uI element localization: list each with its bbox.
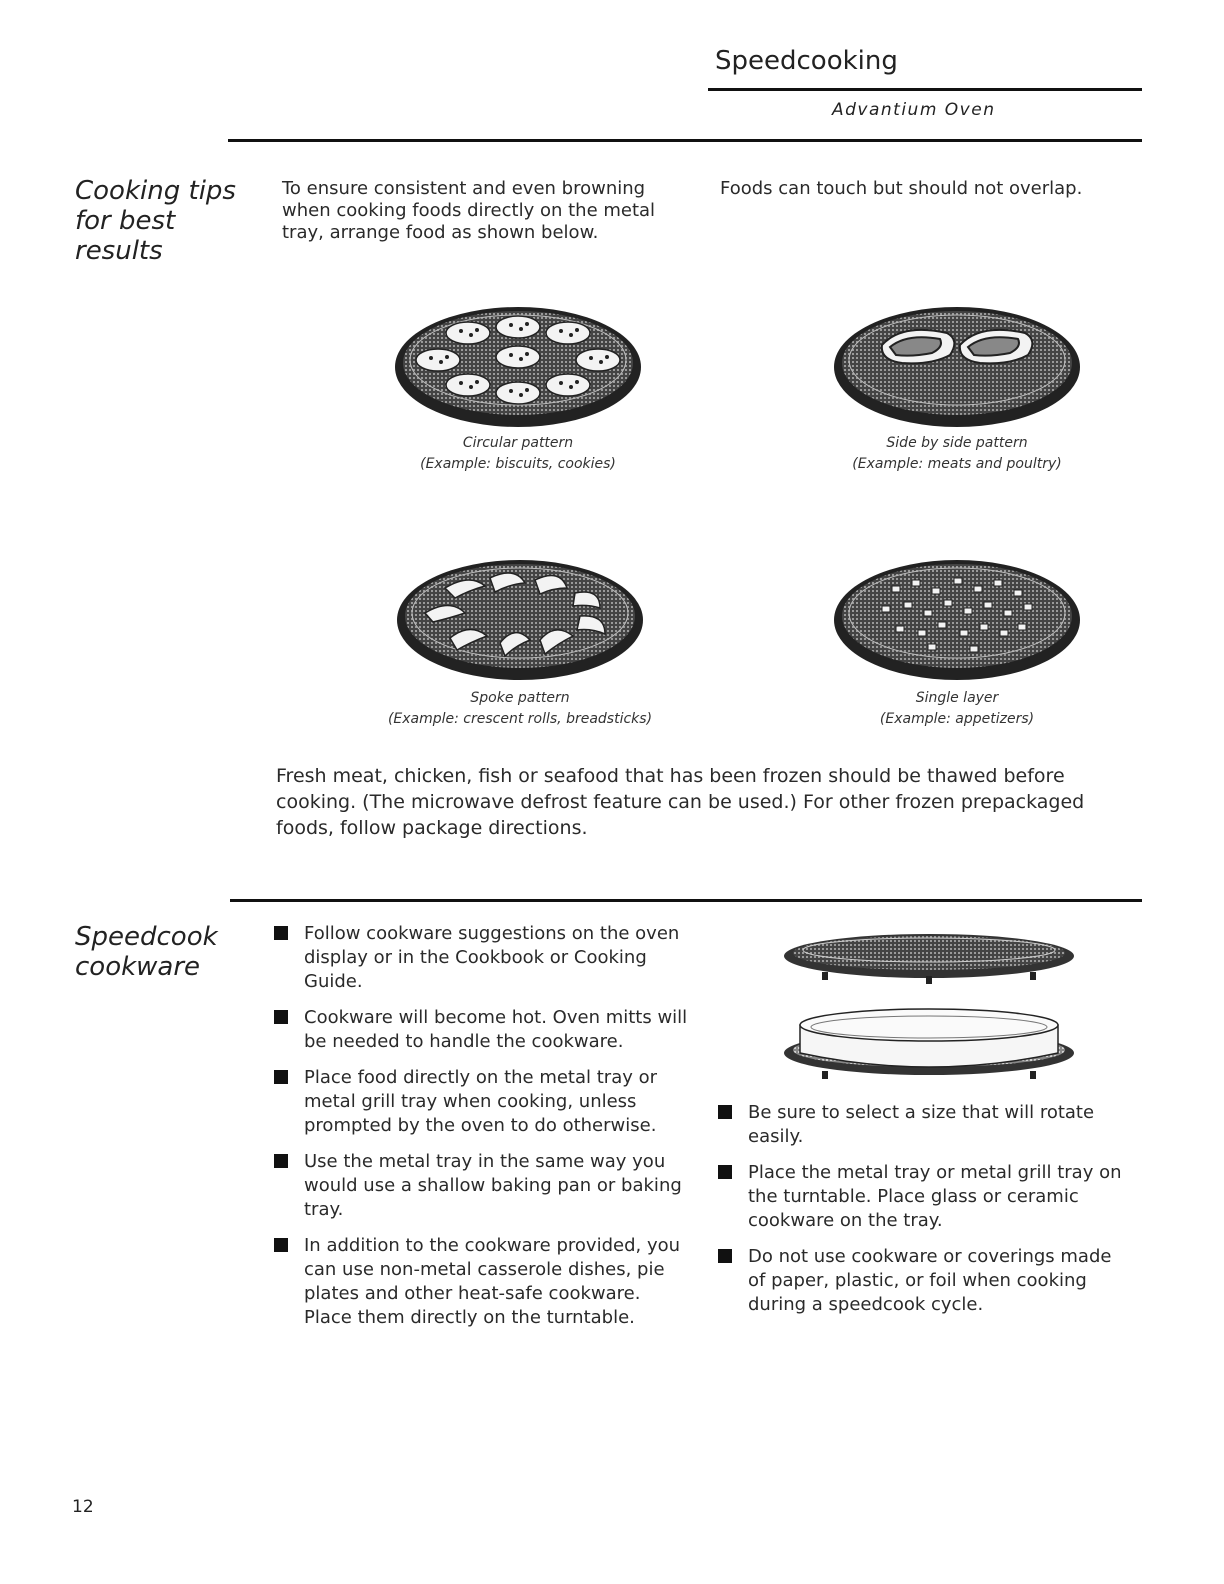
list-item-text: Do not use cookware or coverings made of paper, plastic, or foil when cooking during a speedcook cycle. bbox=[748, 1246, 1112, 1315]
pattern-example: (Example: crescent rolls, breadsticks) bbox=[387, 711, 653, 727]
list-item bbox=[274, 1234, 694, 1330]
cooking-tips-overlap-note: Foods can touch but should not overlap. bbox=[720, 178, 1083, 199]
pattern-example: (Example: meats and poultry) bbox=[852, 456, 1062, 472]
section-title-line: results bbox=[75, 236, 163, 266]
side-by-side-pattern-caption bbox=[797, 433, 1117, 475]
cooking-tips-intro: To ensure consistent and even browning when cooking foods directly on the metal tray, arrange food as shown below. bbox=[282, 178, 656, 243]
section-divider-middle bbox=[230, 899, 1142, 902]
section-title-line: cookware bbox=[75, 952, 201, 982]
bullet-square-icon bbox=[718, 1105, 732, 1119]
bullet-square-icon bbox=[274, 926, 288, 940]
single-layer-tray-image bbox=[832, 558, 1082, 683]
bullet-square-icon bbox=[274, 1238, 288, 1252]
cookware-left-list bbox=[274, 922, 694, 1342]
frozen-food-note: Fresh meat, chicken, fish or seafood that has been frozen should be thawed before cooking. (The microwave defrost feature can be used.) For other frozen prepackaged foods, follow package directions. bbox=[276, 765, 1085, 839]
list-item-text: Place the metal tray or metal grill tray on the turntable. Place glass or ceramic cookware on the tray. bbox=[748, 1162, 1122, 1231]
pattern-name: Single layer bbox=[915, 690, 999, 706]
list-item bbox=[274, 1150, 694, 1222]
list-item bbox=[274, 922, 694, 994]
pattern-example: (Example: appetizers) bbox=[879, 711, 1035, 727]
header-divider bbox=[708, 88, 1142, 91]
bullet-square-icon bbox=[274, 1154, 288, 1168]
section-divider-top bbox=[228, 139, 1142, 142]
page-header-subtitle: Advantium Oven bbox=[832, 100, 996, 120]
section-title-speedcook-cookware bbox=[75, 922, 218, 982]
pattern-name: Circular pattern bbox=[462, 435, 574, 451]
list-item-text: In addition to the cookware provided, you can use non-metal casserole dishes, pie plates and other heat-safe cookware. Place them directly on the turntable. bbox=[304, 1235, 681, 1328]
list-item bbox=[718, 1245, 1128, 1317]
list-item bbox=[274, 1066, 694, 1138]
list-item bbox=[274, 1006, 694, 1054]
single-layer-caption bbox=[797, 688, 1117, 730]
turntable-with-dish-image bbox=[782, 1003, 1077, 1088]
metal-tray-image bbox=[782, 928, 1077, 988]
bullet-square-icon bbox=[718, 1249, 732, 1263]
list-item-text: Be sure to select a size that will rotate easily. bbox=[748, 1102, 1095, 1147]
list-item-text: Use the metal tray in the same way you would use a shallow baking pan or baking tray. bbox=[304, 1151, 682, 1220]
section-title-line: Cooking tips bbox=[75, 176, 236, 206]
bullet-square-icon bbox=[718, 1165, 732, 1179]
spoke-pattern-caption bbox=[352, 688, 688, 730]
page-header-title: Speedcooking bbox=[715, 46, 898, 76]
section-title-cooking-tips bbox=[75, 176, 236, 266]
list-item-text: Place food directly on the metal tray or metal grill tray when cooking, unless prompted by the oven to do otherwise. bbox=[304, 1067, 658, 1136]
section-title-line: for best bbox=[75, 206, 176, 236]
spoke-pattern-tray-image bbox=[395, 558, 645, 683]
page-number: 12 bbox=[72, 1497, 94, 1517]
pattern-name: Spoke pattern bbox=[470, 690, 570, 706]
side-by-side-pattern-tray-image bbox=[832, 305, 1082, 430]
cookware-right-list bbox=[718, 1101, 1128, 1329]
bullet-square-icon bbox=[274, 1070, 288, 1084]
list-item-text: Follow cookware suggestions on the oven display or in the Cookbook or Cooking Guide. bbox=[304, 923, 680, 992]
list-item-text: Cookware will become hot. Oven mitts will be needed to handle the cookware. bbox=[304, 1007, 688, 1052]
list-item bbox=[718, 1161, 1128, 1233]
circular-pattern-tray-image bbox=[393, 305, 643, 430]
pattern-name: Side by side pattern bbox=[886, 435, 1028, 451]
section-title-line: Speedcook bbox=[75, 922, 218, 952]
bullet-square-icon bbox=[274, 1010, 288, 1024]
list-item bbox=[718, 1101, 1128, 1149]
pattern-example: (Example: biscuits, cookies) bbox=[420, 456, 616, 472]
circular-pattern-caption bbox=[358, 433, 678, 475]
